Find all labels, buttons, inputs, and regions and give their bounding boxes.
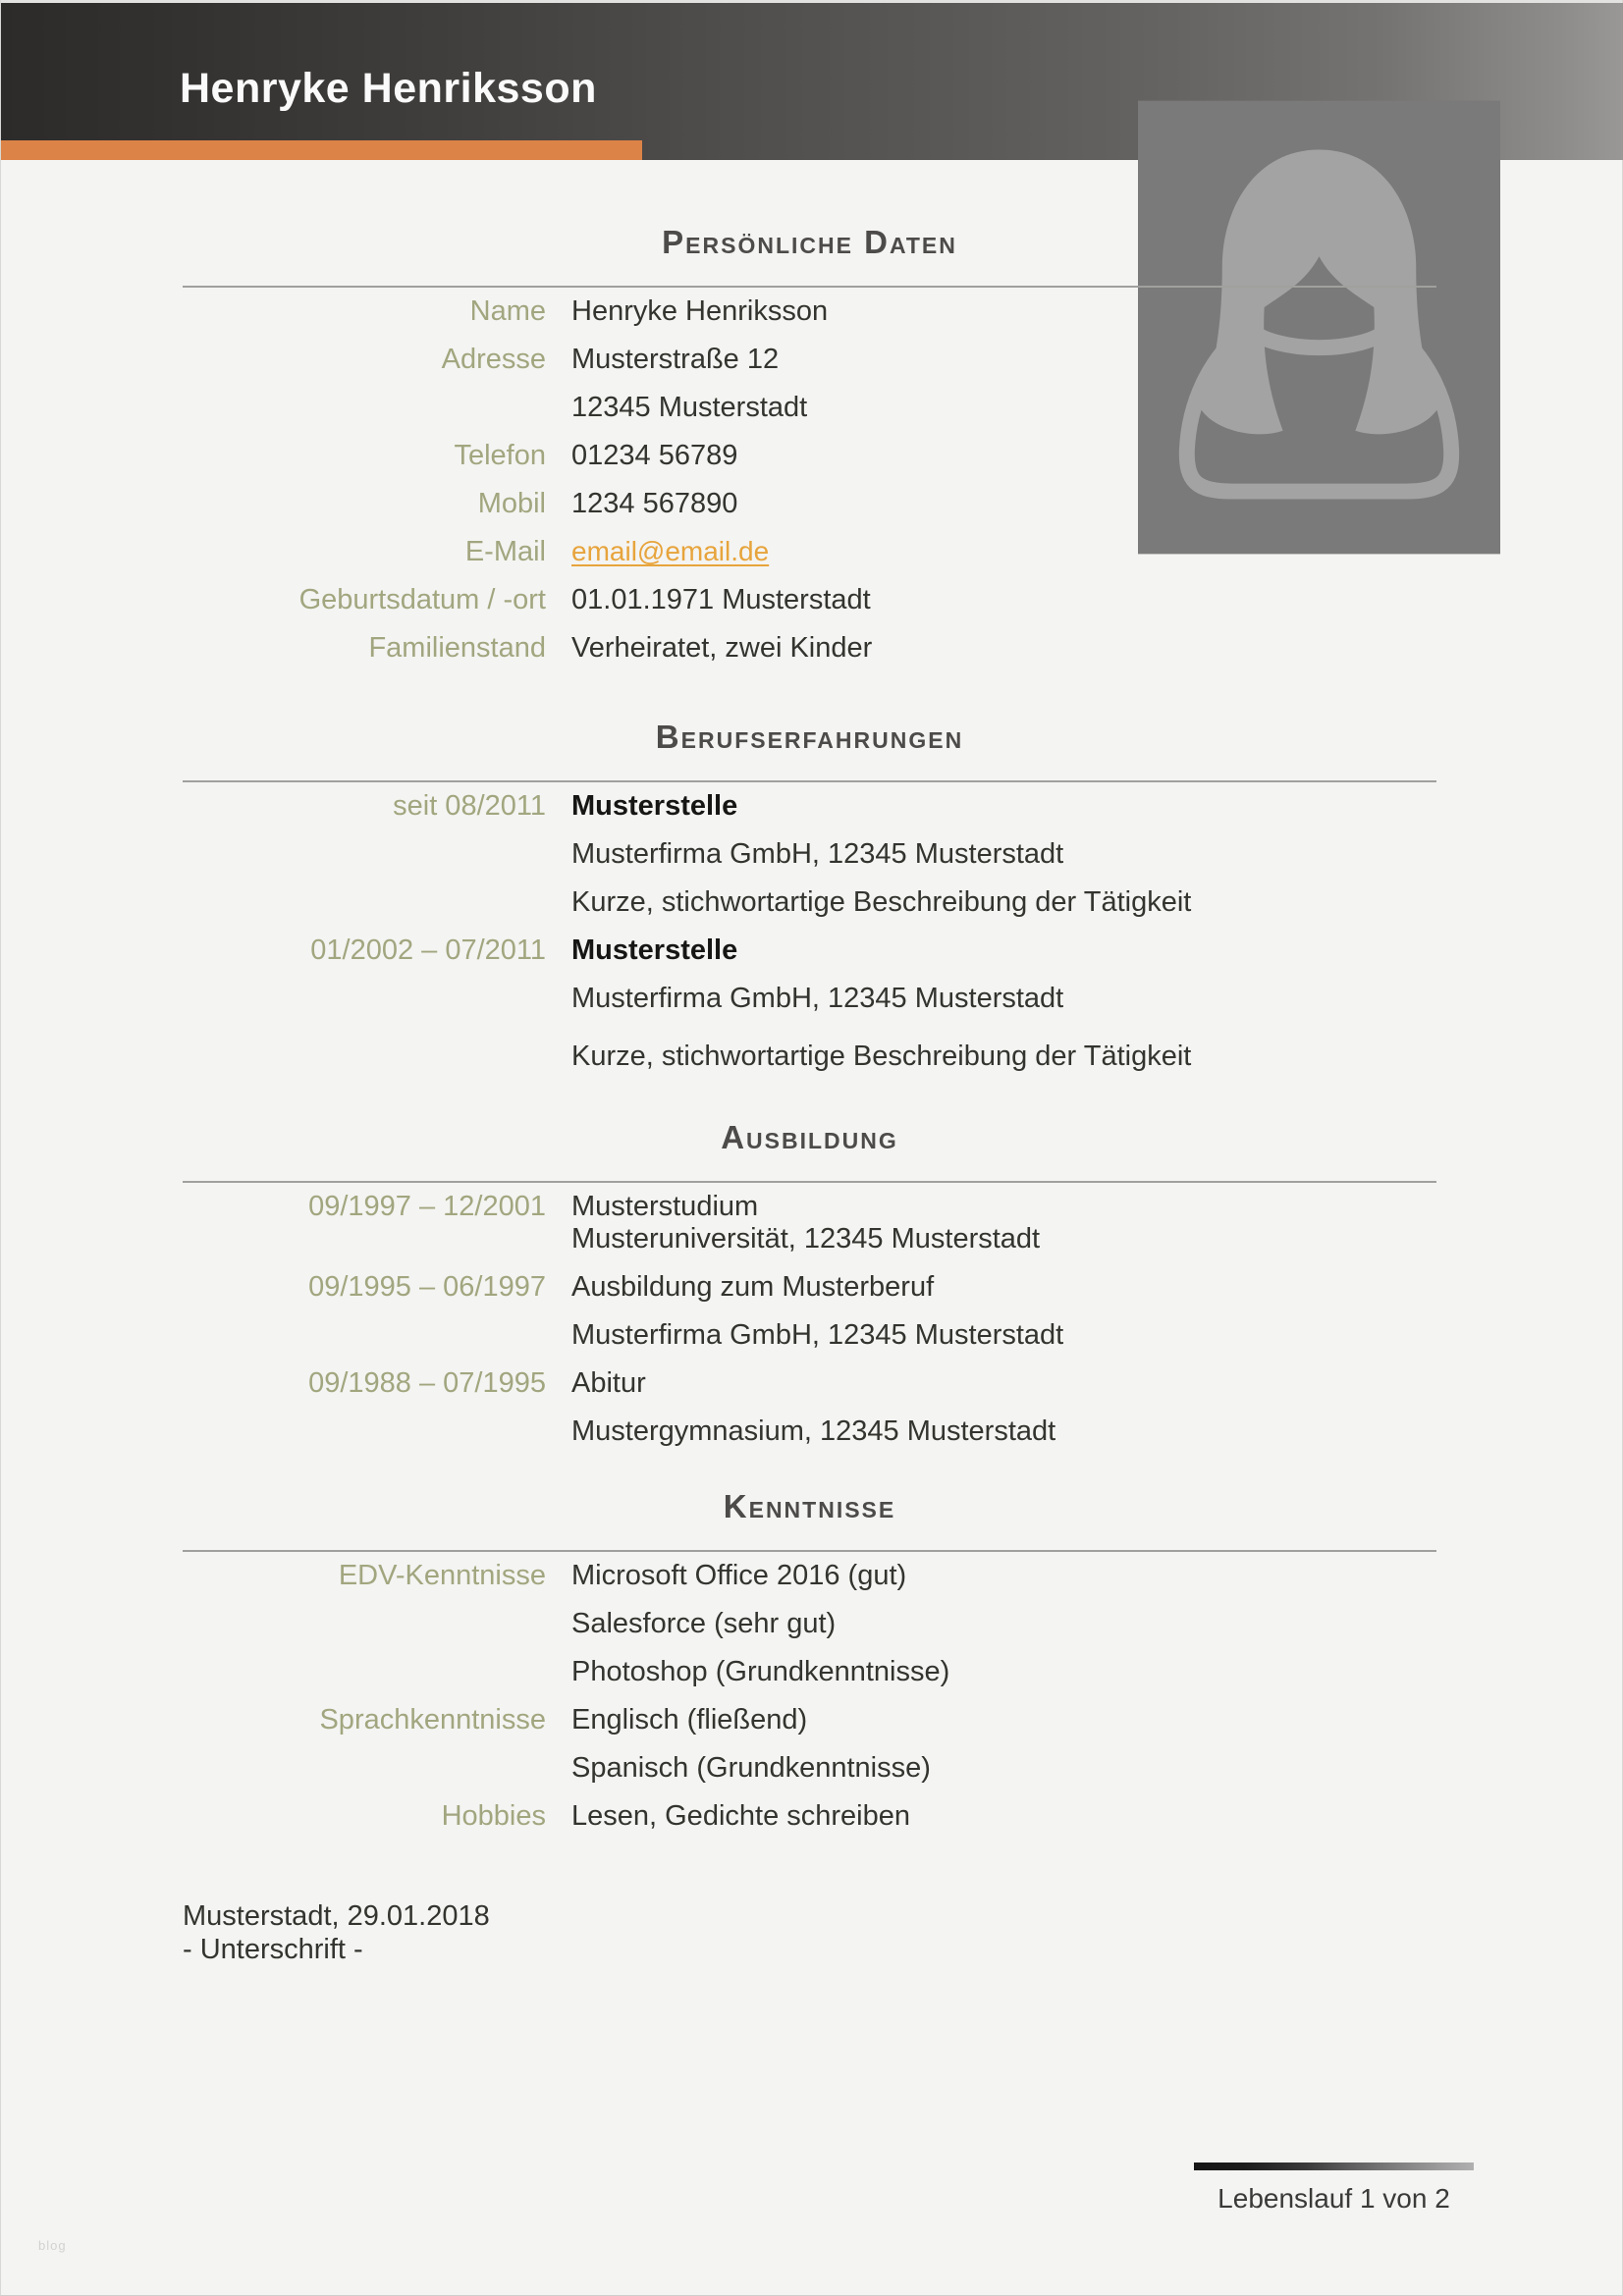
table-row: [183, 288, 1436, 336]
row-value: 01234 56789: [571, 440, 738, 471]
signature-placeholder: - Unterschrift -: [183, 1934, 363, 1965]
table-row: [183, 782, 1436, 830]
table-row: [183, 1744, 1436, 1792]
row-value: Mustergymnasium, 12345 Musterstadt: [571, 1415, 1056, 1447]
row-value: Kurze, stichwortartige Beschreibung der Tätigkeit: [571, 886, 1192, 918]
row-label: Hobbies: [441, 1800, 546, 1832]
row-label: Telefon: [454, 440, 546, 471]
row-value: Abitur: [571, 1367, 646, 1399]
row-label: 09/1988 – 07/1995: [308, 1367, 546, 1399]
footer-gradient-bar: [1194, 2163, 1474, 2170]
row-value: 12345 Musterstadt: [571, 392, 808, 423]
page-indicator: Lebenslauf 1 von 2: [1217, 2183, 1450, 2214]
watermark: blog: [38, 2238, 67, 2253]
row-value: Musteruniversität, 12345 Musterstadt: [571, 1223, 1041, 1255]
table-row: [183, 1696, 1436, 1744]
row-label: EDV-Kenntnisse: [338, 1560, 546, 1591]
row-value: Musterfirma GmbH, 12345 Musterstadt: [571, 983, 1064, 1014]
row-value: 1234 567890: [571, 488, 738, 519]
email-link[interactable]: email@email.de: [571, 536, 770, 566]
signature-block: [183, 1899, 1436, 1966]
row-value: Musterstraße 12: [571, 344, 780, 375]
table-row: [183, 336, 1436, 384]
row-value: Musterfirma GmbH, 12345 Musterstadt: [571, 838, 1064, 870]
section-rows: [183, 1183, 1436, 1456]
row-label: 09/1995 – 06/1997: [308, 1271, 546, 1303]
row-value: Englisch (fließend): [571, 1704, 808, 1735]
row-value: [571, 536, 1436, 568]
table-row: [183, 927, 1436, 975]
row-value: Verheiratet, zwei Kinder: [571, 632, 873, 664]
section-rows: [183, 288, 1436, 672]
row-value: Henryke Henriksson: [571, 295, 829, 327]
section-rows: [183, 1552, 1436, 1841]
table-row: [183, 576, 1436, 624]
table-row: [183, 1600, 1436, 1648]
table-row: [183, 384, 1436, 432]
section-pers-nliche-daten: [183, 221, 1436, 672]
row-label: Mobil: [477, 488, 546, 519]
table-row: [183, 480, 1436, 528]
table-row: [183, 1263, 1436, 1311]
section-kenntnisse: [183, 1485, 1436, 1841]
table-row: [183, 1311, 1436, 1360]
row-label: Geburtsdatum / -ort: [298, 584, 546, 615]
table-row: [183, 1648, 1436, 1696]
signature-place-date: Musterstadt, 29.01.2018: [183, 1900, 490, 1932]
section-title: Kenntnisse: [723, 1488, 896, 1524]
cv-content: [183, 160, 1436, 1966]
section-title: Persönliche Daten: [662, 224, 957, 260]
row-value: Photoshop (Grundkenntnisse): [571, 1656, 950, 1687]
table-row: [183, 1033, 1436, 1081]
section-title: Ausbildung: [721, 1119, 898, 1155]
section-title: Berufserfahrungen: [655, 719, 964, 755]
row-value: Lesen, Gedichte schreiben: [571, 1800, 910, 1832]
row-label: Name: [469, 295, 546, 327]
row-value: Ausbildung zum Musterberuf: [571, 1271, 935, 1303]
row-value: Microsoft Office 2016 (gut): [571, 1560, 907, 1591]
table-row: [183, 879, 1436, 927]
row-label: Adresse: [441, 344, 546, 375]
table-row: [183, 624, 1436, 672]
row-value: Kurze, stichwortartige Beschreibung der Tätigkeit: [571, 1041, 1192, 1072]
table-row: [183, 830, 1436, 879]
accent-bar: [1, 140, 642, 160]
row-value: Salesforce (sehr gut): [571, 1608, 837, 1639]
page-footer: [1194, 2163, 1474, 2215]
row-label: 01/2002 – 07/2011: [310, 934, 546, 966]
page-title: Henryke Henriksson: [180, 65, 597, 112]
row-label: 09/1997 – 12/2001: [308, 1191, 546, 1222]
row-label: Sprachkenntnisse: [319, 1704, 546, 1735]
row-value: Musterstelle: [571, 934, 738, 966]
section-rows: [183, 782, 1436, 1081]
table-row: [183, 975, 1436, 1023]
table-row: [183, 1360, 1436, 1408]
section-ausbildung: [183, 1116, 1436, 1456]
section-berufserfahrungen: [183, 716, 1436, 1081]
table-row: [183, 432, 1436, 480]
row-value: 01.01.1971 Musterstadt: [571, 584, 871, 615]
row-label: seit 08/2011: [393, 790, 546, 822]
row-value: Musterstudium: [571, 1191, 759, 1222]
table-row: [183, 1552, 1436, 1600]
row-value: Spanisch (Grundkenntnisse): [571, 1752, 931, 1784]
table-row: [183, 1408, 1436, 1456]
table-row: [183, 528, 1436, 576]
row-value: Musterfirma GmbH, 12345 Musterstadt: [571, 1319, 1064, 1351]
row-value: Musterstelle: [571, 790, 738, 822]
row-label: E-Mail: [464, 536, 546, 567]
row-label: Familienstand: [368, 632, 546, 664]
table-row: [183, 1792, 1436, 1841]
table-row: [183, 1223, 1436, 1255]
